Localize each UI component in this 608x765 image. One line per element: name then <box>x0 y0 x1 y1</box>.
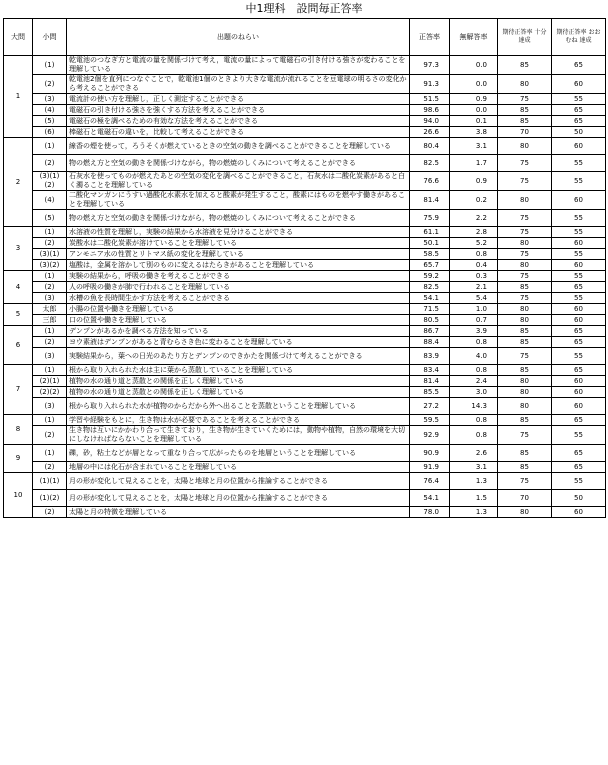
cell-shomon: (2)(1) <box>33 376 67 387</box>
cell-correct: 51.5 <box>410 94 450 105</box>
cell-correct: 86.7 <box>410 326 450 337</box>
cell-noanswer: 2.1 <box>450 282 498 293</box>
cell-shomon: (3) <box>33 398 67 415</box>
table-row <box>4 260 606 271</box>
cell-expect-full: 75 <box>498 227 552 238</box>
cell-correct: 94.0 <box>410 116 450 127</box>
cell-noanswer: 0.0 <box>450 56 498 75</box>
cell-expect-full: 75 <box>498 473 552 490</box>
cell-correct: 54.1 <box>410 293 450 304</box>
cell-correct: 81.4 <box>410 376 450 387</box>
table-row <box>4 426 606 445</box>
table-row <box>4 387 606 398</box>
cell-shomon: (2) <box>33 462 67 473</box>
cell-noanswer: 5.4 <box>450 293 498 304</box>
cell-shomon: (1) <box>33 415 67 426</box>
page-title: 中1理科 設問毎正答率 <box>245 2 363 15</box>
cell-shomon: (6) <box>33 127 67 138</box>
cell-aim: 棒磁石と電磁石の違いを，比較して考えることができる <box>67 127 410 138</box>
cell-correct: 27.2 <box>410 398 450 415</box>
header-correct: 正答率 <box>410 19 450 56</box>
cell-shomon: (3) <box>33 348 67 365</box>
cell-noanswer: 0.0 <box>450 105 498 116</box>
cell-noanswer: 3.9 <box>450 326 498 337</box>
cell-noanswer: 2.2 <box>450 210 498 227</box>
header-expect-full: 期待正答率 十分 達成 <box>498 19 552 56</box>
cell-correct: 81.4 <box>410 191 450 210</box>
cell-daimon: 9 <box>4 445 33 473</box>
cell-noanswer: 0.0 <box>450 75 498 94</box>
table-row <box>4 490 606 507</box>
table-row <box>4 116 606 127</box>
table-row <box>4 473 606 490</box>
cell-expect-approx: 60 <box>552 138 606 155</box>
cell-correct: 71.5 <box>410 304 450 315</box>
cell-noanswer: 1.0 <box>450 304 498 315</box>
cell-noanswer: 1.5 <box>450 490 498 507</box>
cell-shomon: (2) <box>33 155 67 172</box>
table-row <box>4 127 606 138</box>
cell-correct: 59.2 <box>410 271 450 282</box>
table-row <box>4 398 606 415</box>
cell-expect-full: 80 <box>498 315 552 326</box>
cell-shomon: (1) <box>33 445 67 462</box>
cell-shomon: (3) <box>33 94 67 105</box>
cell-noanswer: 0.8 <box>450 426 498 445</box>
cell-daimon: 10 <box>4 473 33 518</box>
table-row <box>4 210 606 227</box>
cell-aim: 実験の結果から，呼吸の働きを考えることができる <box>67 271 410 282</box>
table-row <box>4 249 606 260</box>
table-row <box>4 282 606 293</box>
cell-noanswer: 0.1 <box>450 116 498 127</box>
cell-aim: 口の位置や働きを理解している <box>67 315 410 326</box>
cell-noanswer: 2.8 <box>450 227 498 238</box>
cell-correct: 59.5 <box>410 415 450 426</box>
cell-aim: 水溶液の性質を理解し，実験の結果から水溶液を見分けることができる <box>67 227 410 238</box>
cell-correct: 98.6 <box>410 105 450 116</box>
cell-expect-full: 80 <box>498 398 552 415</box>
results-table <box>3 18 606 518</box>
cell-expect-approx: 65 <box>552 462 606 473</box>
cell-expect-full: 85 <box>498 337 552 348</box>
cell-shomon: (2) <box>33 238 67 249</box>
cell-daimon: 4 <box>4 271 33 304</box>
cell-correct: 50.1 <box>410 238 450 249</box>
cell-expect-approx: 55 <box>552 426 606 445</box>
cell-expect-full: 75 <box>498 155 552 172</box>
cell-noanswer: 0.8 <box>450 365 498 376</box>
cell-aim: 乾電池のつなぎ方と電流の量を関係づけて考え，電流の量によって電磁石の引き付ける強さが変わることを理解している <box>67 56 410 75</box>
cell-shomon: (2) <box>33 337 67 348</box>
cell-noanswer: 0.8 <box>450 249 498 260</box>
cell-noanswer: 0.9 <box>450 94 498 105</box>
cell-correct: 91.9 <box>410 462 450 473</box>
cell-correct: 80.4 <box>410 138 450 155</box>
cell-correct: 85.5 <box>410 387 450 398</box>
table-row <box>4 172 606 191</box>
cell-expect-full: 75 <box>498 210 552 227</box>
cell-aim: 石灰水を使ってものが燃えたあとの空気の変化を調べることができること，石灰水は二酸化炭素があると白く濁ることを理解している <box>67 172 410 191</box>
cell-expect-full: 80 <box>498 75 552 94</box>
cell-expect-approx: 65 <box>552 415 606 426</box>
cell-shomon: (1) <box>33 56 67 75</box>
cell-expect-approx: 50 <box>552 490 606 507</box>
cell-noanswer: 0.8 <box>450 337 498 348</box>
cell-expect-approx: 60 <box>552 260 606 271</box>
cell-noanswer: 5.2 <box>450 238 498 249</box>
cell-noanswer: 3.8 <box>450 127 498 138</box>
cell-aim: 小腸の位置や働きを理解している <box>67 304 410 315</box>
cell-expect-approx: 60 <box>552 304 606 315</box>
cell-expect-full: 75 <box>498 249 552 260</box>
cell-daimon: 3 <box>4 227 33 271</box>
cell-expect-approx: 55 <box>552 210 606 227</box>
cell-shomon: (2) <box>33 282 67 293</box>
cell-expect-approx: 60 <box>552 398 606 415</box>
table-row <box>4 75 606 94</box>
cell-aim: 電流計の使い方を理解し，正しく測定することができる <box>67 94 410 105</box>
cell-shomon: (3) <box>33 293 67 304</box>
cell-expect-approx: 65 <box>552 116 606 127</box>
cell-expect-full: 75 <box>498 172 552 191</box>
cell-aim: 植物の水の通り道と蒸散との関係を正しく理解している <box>67 376 410 387</box>
cell-aim: 物の燃え方と空気の動きを関係づけながら，物の燃焼のしくみについて考えることができる <box>67 155 410 172</box>
table-row <box>4 337 606 348</box>
table-row <box>4 304 606 315</box>
cell-shomon: (2) <box>33 507 67 518</box>
cell-aim: 炭酸水は二酸化炭素が溶けていることを理解している <box>67 238 410 249</box>
cell-expect-full: 85 <box>498 282 552 293</box>
cell-aim: 太陽と月の特徴を理解している <box>67 507 410 518</box>
cell-noanswer: 2.4 <box>450 376 498 387</box>
cell-correct: 58.5 <box>410 249 450 260</box>
cell-correct: 61.1 <box>410 227 450 238</box>
cell-aim: 水槽の魚を長時間生かす方法を考えることができる <box>67 293 410 304</box>
cell-expect-full: 85 <box>498 105 552 116</box>
cell-expect-full: 85 <box>498 56 552 75</box>
cell-correct: 65.7 <box>410 260 450 271</box>
cell-noanswer: 0.3 <box>450 271 498 282</box>
cell-shomon: (5) <box>33 116 67 127</box>
cell-expect-approx: 55 <box>552 227 606 238</box>
cell-noanswer: 0.4 <box>450 260 498 271</box>
cell-daimon: 5 <box>4 304 33 326</box>
cell-expect-full: 75 <box>498 293 552 304</box>
cell-correct: 26.6 <box>410 127 450 138</box>
cell-expect-full: 85 <box>498 116 552 127</box>
cell-noanswer: 3.0 <box>450 387 498 398</box>
header-aim: 出題のねらい <box>67 19 410 56</box>
cell-shomon: (4) <box>33 191 67 210</box>
cell-shomon: (1) <box>33 365 67 376</box>
cell-shomon: (1) <box>33 227 67 238</box>
cell-correct: 78.0 <box>410 507 450 518</box>
cell-expect-approx: 65 <box>552 337 606 348</box>
cell-expect-approx: 60 <box>552 75 606 94</box>
cell-expect-approx: 55 <box>552 155 606 172</box>
cell-daimon: 1 <box>4 56 33 138</box>
table-row <box>4 238 606 249</box>
table-row <box>4 445 606 462</box>
cell-daimon: 7 <box>4 365 33 415</box>
cell-noanswer: 14.3 <box>450 398 498 415</box>
header-noanswer: 無解答率 <box>450 19 498 56</box>
cell-noanswer: 1.3 <box>450 473 498 490</box>
cell-correct: 91.3 <box>410 75 450 94</box>
table-row <box>4 293 606 304</box>
cell-correct: 82.5 <box>410 155 450 172</box>
cell-shomon: (3)(1)(2) <box>33 172 67 191</box>
cell-expect-full: 80 <box>498 138 552 155</box>
cell-expect-full: 80 <box>498 304 552 315</box>
cell-aim: 人の呼吸の働きが肺で行われることを理解している <box>67 282 410 293</box>
cell-correct: 97.3 <box>410 56 450 75</box>
cell-aim: 電磁石の極を調べるための有効な方法を考えることができる <box>67 116 410 127</box>
cell-shomon: (3)(1) <box>33 249 67 260</box>
cell-shomon: (2) <box>33 426 67 445</box>
header-daimon: 大問 <box>4 19 33 56</box>
cell-expect-approx: 55 <box>552 271 606 282</box>
cell-expect-approx: 55 <box>552 293 606 304</box>
cell-noanswer: 0.8 <box>450 415 498 426</box>
table-row <box>4 94 606 105</box>
cell-aim: 物の燃え方と空気の動きを関係づけながら，物の燃焼のしくみについて考えることができる <box>67 210 410 227</box>
cell-expect-full: 80 <box>498 376 552 387</box>
cell-shomon: 太郎 <box>33 304 67 315</box>
header-shomon: 小問 <box>33 19 67 56</box>
cell-correct: 80.5 <box>410 315 450 326</box>
cell-expect-full: 85 <box>498 326 552 337</box>
cell-expect-approx: 55 <box>552 473 606 490</box>
cell-correct: 76.6 <box>410 172 450 191</box>
cell-expect-approx: 65 <box>552 326 606 337</box>
table-body <box>4 56 606 518</box>
cell-expect-full: 75 <box>498 348 552 365</box>
cell-aim: アンモニア水の性質とリトマス紙の変化を理解している <box>67 249 410 260</box>
cell-expect-full: 80 <box>498 507 552 518</box>
cell-expect-approx: 60 <box>552 376 606 387</box>
cell-shomon: (5) <box>33 210 67 227</box>
cell-shomon: (1) <box>33 326 67 337</box>
cell-expect-full: 80 <box>498 238 552 249</box>
cell-correct: 90.9 <box>410 445 450 462</box>
cell-aim: ヨウ素液はデンプンがあると青むらさき色に変わることを理解している <box>67 337 410 348</box>
cell-correct: 82.5 <box>410 282 450 293</box>
cell-noanswer: 3.1 <box>450 462 498 473</box>
cell-noanswer: 0.9 <box>450 172 498 191</box>
cell-correct: 83.4 <box>410 365 450 376</box>
cell-expect-approx: 65 <box>552 365 606 376</box>
cell-aim: 生き物は互いにかかわり合って生きており，生き物が生きていくためには，動物や植物，自然の環境を大切にしなければならないことを理解している <box>67 426 410 445</box>
cell-aim: 学習や経験をもとに，生き物は水が必要であることを考えることができる <box>67 415 410 426</box>
cell-aim: 実験結果から，葉への日光のあたり方とデンプンのできかたを関係づけて考えることができる <box>67 348 410 365</box>
cell-expect-approx: 65 <box>552 282 606 293</box>
cell-aim: 植物の水の通り道と蒸散との関係を正しく理解している <box>67 387 410 398</box>
cell-expect-approx: 60 <box>552 238 606 249</box>
cell-aim: 月の形が変化して見えることを，太陽と地球と月の位置から推論することができる <box>67 490 410 507</box>
cell-aim: 塩酸は，金属を溶かして別のものに変えるはたらきがあることを理解している <box>67 260 410 271</box>
table-row <box>4 376 606 387</box>
cell-correct: 54.1 <box>410 490 450 507</box>
cell-expect-full: 85 <box>498 415 552 426</box>
table-row <box>4 365 606 376</box>
cell-expect-full: 75 <box>498 271 552 282</box>
table-row <box>4 227 606 238</box>
cell-expect-full: 80 <box>498 387 552 398</box>
cell-expect-approx: 55 <box>552 94 606 105</box>
cell-noanswer: 4.0 <box>450 348 498 365</box>
cell-expect-full: 70 <box>498 490 552 507</box>
cell-shomon: (2)(2) <box>33 387 67 398</box>
cell-correct: 76.4 <box>410 473 450 490</box>
cell-expect-approx: 65 <box>552 445 606 462</box>
cell-expect-approx: 55 <box>552 172 606 191</box>
cell-correct: 75.9 <box>410 210 450 227</box>
header-row <box>4 19 606 56</box>
cell-expect-approx: 65 <box>552 105 606 116</box>
cell-noanswer: 0.7 <box>450 315 498 326</box>
cell-correct: 92.9 <box>410 426 450 445</box>
cell-noanswer: 1.3 <box>450 507 498 518</box>
cell-expect-full: 85 <box>498 462 552 473</box>
cell-shomon: 三郎 <box>33 315 67 326</box>
cell-aim: 礫，砂，粘土などが層となって重なり合って広がったものを地層ということを理解している <box>67 445 410 462</box>
table-row <box>4 56 606 75</box>
table-row <box>4 507 606 518</box>
cell-aim: デンプンがあるかを調べる方法を知っている <box>67 326 410 337</box>
table-row <box>4 315 606 326</box>
cell-noanswer: 2.6 <box>450 445 498 462</box>
cell-aim: 根から取り入れられた水は主に葉から蒸散していることを理解している <box>67 365 410 376</box>
table-row <box>4 348 606 365</box>
cell-expect-full: 70 <box>498 127 552 138</box>
table-row <box>4 138 606 155</box>
header-expect-approx: 期待正答率 おおむね 達成 <box>552 19 606 56</box>
cell-aim: 電磁石の引き付ける強さを強くする方法を考えることができる <box>67 105 410 116</box>
cell-expect-approx: 55 <box>552 249 606 260</box>
cell-aim: 乾電池2個を直列につなぐことで，乾電池1個のときより大きな電流が流れることを豆電球の明るさの変化から考えることができる <box>67 75 410 94</box>
table-row <box>4 105 606 116</box>
cell-expect-full: 85 <box>498 445 552 462</box>
cell-expect-approx: 60 <box>552 191 606 210</box>
cell-daimon: 6 <box>4 326 33 365</box>
cell-shomon: (2) <box>33 75 67 94</box>
cell-expect-approx: 65 <box>552 56 606 75</box>
table-row <box>4 326 606 337</box>
cell-aim: 根から取り入れられた水が植物のからだから外へ出ることを蒸散ということを理解している <box>67 398 410 415</box>
cell-shomon: (1) <box>33 138 67 155</box>
cell-expect-full: 80 <box>498 191 552 210</box>
cell-aim: 地層の中には化石が含まれていることを理解している <box>67 462 410 473</box>
cell-aim: 線香の煙を使って，ろうそくが燃えているときの空気の動きを調べることができることを理解している <box>67 138 410 155</box>
cell-correct: 83.9 <box>410 348 450 365</box>
cell-expect-approx: 60 <box>552 387 606 398</box>
cell-shomon: (4) <box>33 105 67 116</box>
cell-shomon: (3)(2) <box>33 260 67 271</box>
table-row <box>4 415 606 426</box>
cell-expect-full: 80 <box>498 260 552 271</box>
cell-correct: 88.4 <box>410 337 450 348</box>
table-row <box>4 155 606 172</box>
cell-aim: 二酸化マンガンにうすい過酸化水素水を加えると酸素が発生すること，酸素にはものを燃やす働きがあることを理解している <box>67 191 410 210</box>
cell-daimon: 2 <box>4 138 33 227</box>
cell-expect-approx: 55 <box>552 348 606 365</box>
cell-expect-approx: 50 <box>552 127 606 138</box>
cell-expect-full: 85 <box>498 365 552 376</box>
table-row <box>4 191 606 210</box>
cell-shomon: (1) <box>33 271 67 282</box>
cell-daimon: 8 <box>4 415 33 445</box>
cell-aim: 月の形が変化して見えることを，太陽と地球と月の位置から推論することができる <box>67 473 410 490</box>
cell-shomon: (1)(1) <box>33 473 67 490</box>
cell-expect-full: 75 <box>498 94 552 105</box>
table-row <box>4 462 606 473</box>
cell-noanswer: 3.1 <box>450 138 498 155</box>
cell-shomon: (1)(2) <box>33 490 67 507</box>
cell-expect-approx: 60 <box>552 507 606 518</box>
cell-expect-full: 75 <box>498 426 552 445</box>
cell-noanswer: 1.7 <box>450 155 498 172</box>
cell-expect-approx: 60 <box>552 315 606 326</box>
table-row <box>4 271 606 282</box>
cell-noanswer: 0.2 <box>450 191 498 210</box>
